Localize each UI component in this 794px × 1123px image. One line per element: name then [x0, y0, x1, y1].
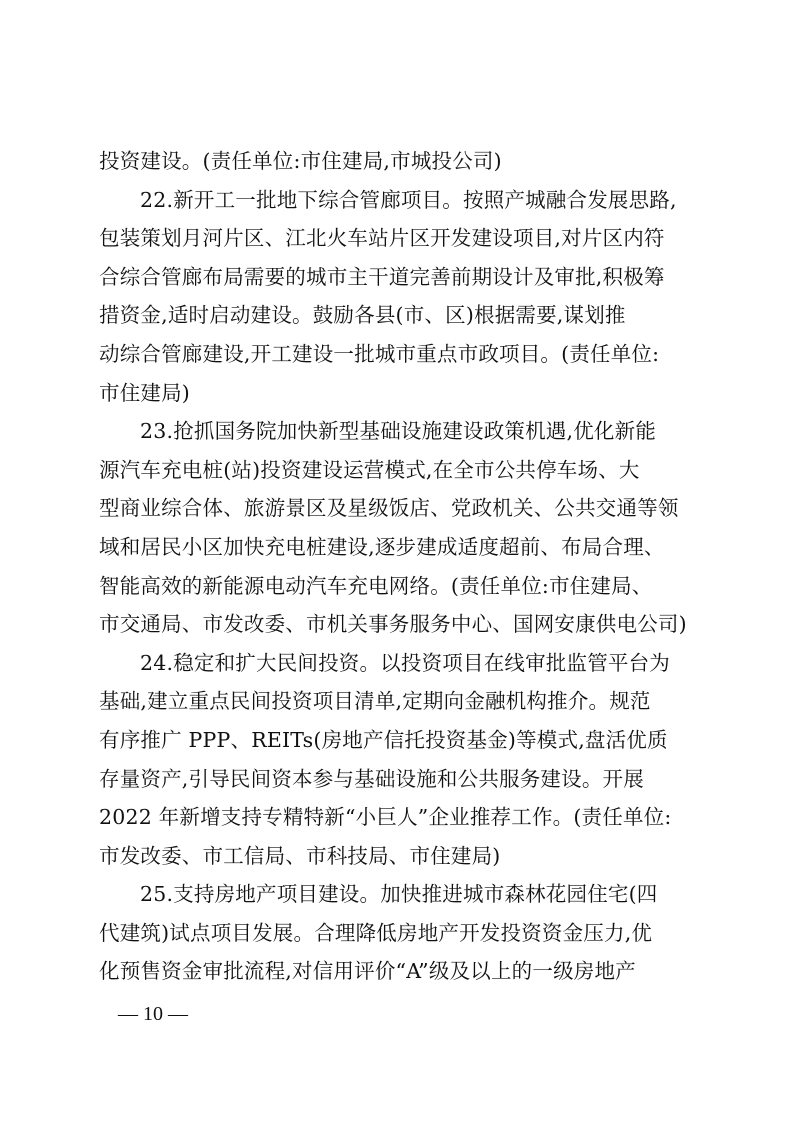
text-line: 22.新开工一批地下综合管廊项目。按照产城融合发展思路,: [140, 187, 677, 212]
text-line: 化预售资金审批流程,对信用评价“A”级及以上的一级房地产: [99, 959, 636, 984]
text-line: 源汽车充电桩(站)投资建设运营模式,在全市公共停车场、大: [99, 457, 640, 482]
text-line: 24.稳定和扩大民间投资。以投资项目在线审批监管平台为: [140, 650, 671, 675]
text-line: 2022 年新增支持专精特新“小巨人”企业推荐工作。(责任单位:: [99, 805, 672, 830]
text-line: 包装策划月河片区、江北火车站片区开发建设项目,对片区内符: [99, 226, 665, 251]
text-line: 智能高效的新能源电动汽车充电网络。(责任单位:市住建局、: [99, 573, 653, 598]
text-line: 25.支持房地产项目建设。加快推进城市森林花园住宅(四: [140, 882, 658, 907]
text-line: 代建筑)试点项目发展。合理降低房地产开发投资资金压力,优: [99, 920, 653, 945]
text-line: 市住建局): [99, 380, 190, 405]
text-line: 市交通局、市发改委、市机关事务服务中心、国网安康供电公司): [99, 612, 687, 637]
page-number: — 10 —: [118, 1003, 188, 1025]
text-line: 有序推广 PPP、REITs(房地产信托投资基金)等模式,盘活优质: [99, 727, 668, 752]
text-line: 存量资产,引导民间资本参与基础设施和公共服务建设。开展: [99, 766, 644, 791]
text-line: 基础,建立重点民间投资项目清单,定期向金融机构推介。规范: [99, 689, 651, 714]
text-line: 合综合管廊布局需要的城市主干道完善前期设计及审批,积极筹: [99, 264, 665, 289]
text-line: 23.抢抓国务院加快新型基础设施建设政策机遇,优化新能: [140, 419, 657, 444]
text-line: 域和居民小区加快充电桩建设,逐步建成适度超前、布局合理、: [99, 534, 665, 559]
body-text: [99, 142, 697, 991]
text-line: 投资建设。(责任单位:市住建局,市城投公司): [99, 149, 502, 173]
text-line: 市发改委、市工信局、市科技局、市住建局): [99, 843, 501, 868]
text-line: 型商业综合体、旅游景区及星级饭店、党政机关、公共交通等领: [99, 496, 679, 521]
text-line: 动综合管廊建设,开工建设一批城市重点市政项目。(责任单位:: [99, 341, 660, 366]
text-line: 措资金,适时启动建设。鼓励各县(市、区)根据需要,谋划推: [99, 303, 626, 328]
